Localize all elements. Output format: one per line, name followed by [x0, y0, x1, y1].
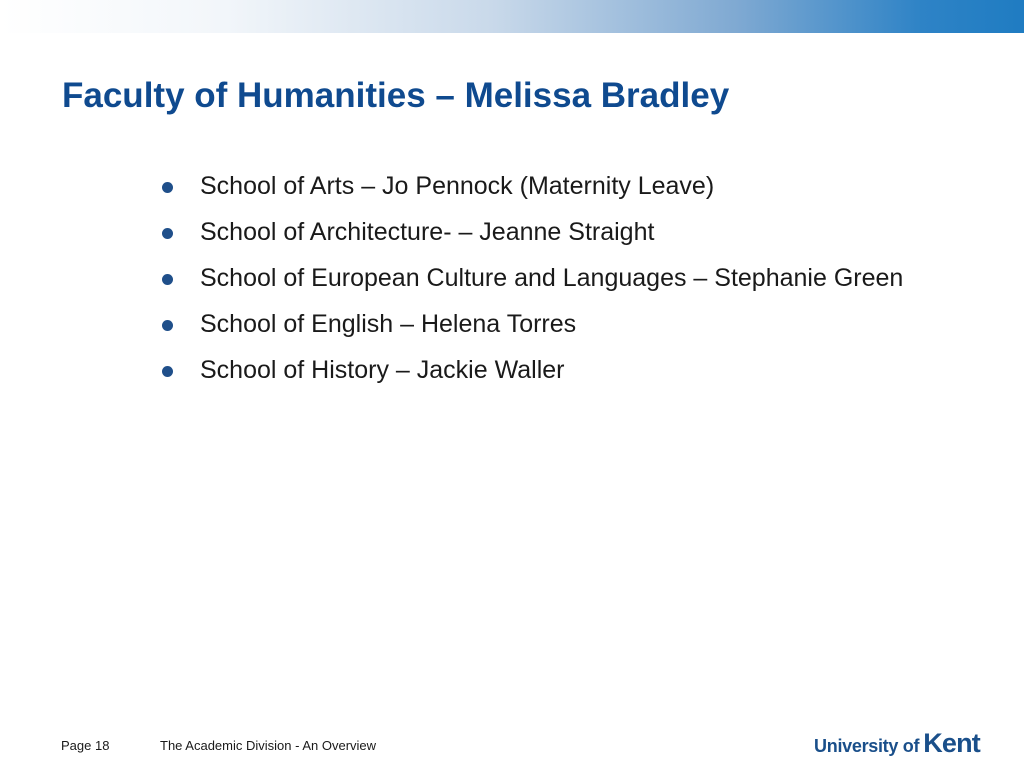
bullet-dot-icon [162, 228, 173, 239]
bullet-item-arts [160, 170, 920, 203]
bullet-text: School of European Culture and Languages – Stephanie Green [200, 264, 904, 292]
footer-page-number: Page 18 [61, 738, 110, 753]
bullet-list [160, 170, 920, 400]
logo-name: Kent [923, 728, 980, 758]
logo-prefix: University of [814, 736, 920, 756]
bullet-dot-icon [162, 274, 173, 285]
bullet-dot-icon [162, 182, 173, 193]
bullet-dot-icon [162, 366, 173, 377]
bullet-dot-icon [162, 320, 173, 331]
header-gradient-band [0, 0, 1024, 33]
bullet-text: School of Arts – Jo Pennock (Maternity Leave) [200, 172, 715, 200]
footer-presentation-title: The Academic Division - An Overview [160, 738, 377, 753]
university-logo [814, 728, 980, 759]
bullet-text: School of History – Jackie Waller [200, 356, 565, 384]
bullet-text: School of Architecture- – Jeanne Straight [200, 218, 655, 246]
bullet-item-european-culture [160, 262, 920, 295]
bullet-item-architecture [160, 216, 920, 249]
bullet-item-history [160, 354, 920, 387]
slide-title: Faculty of Humanities – Melissa Bradley [62, 76, 730, 115]
bullet-item-english [160, 308, 920, 341]
bullet-text: School of English – Helena Torres [200, 310, 577, 338]
